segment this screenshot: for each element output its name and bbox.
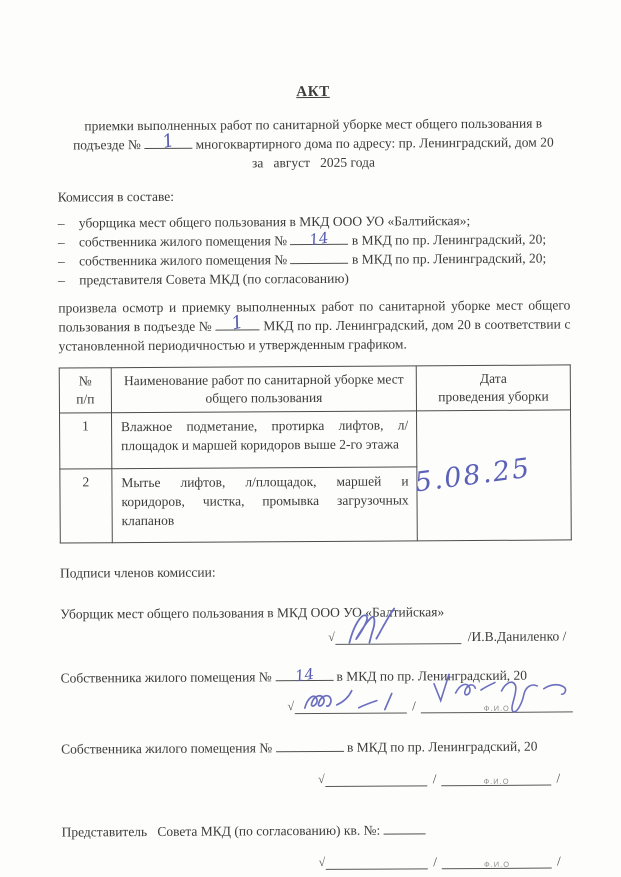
list-dash: –	[57, 215, 65, 231]
list-item	[58, 267, 570, 289]
owner1-signature-row	[61, 697, 573, 715]
document-title: АКТ	[296, 83, 330, 101]
intro-text-after: многоквартирного дома по адресу: пр. Ленинградский, дом 20	[195, 134, 554, 152]
signature-scribble	[299, 679, 399, 720]
signature-line	[295, 698, 407, 714]
cleaner-signature-caption: Уборщик мест общего пользования в МКД ООО УО «Балтийская»	[60, 604, 445, 622]
check-mark: √	[318, 854, 326, 869]
list-dash: –	[57, 234, 65, 250]
signature-name-line	[421, 697, 573, 713]
signature-scribble	[340, 604, 410, 650]
intro-text-before: приемки выполненных работ по санитарной уборке мест общего пользования в подъезде №	[73, 115, 543, 153]
intro-paragraph	[57, 113, 569, 173]
period-line: за август 2025 года	[251, 154, 375, 171]
member-text: собственника жилого помещения № 14 в МКД по пр. Ленинградский, 20;	[78, 228, 547, 250]
slash-separator: /	[411, 698, 416, 714]
entrance-number-handwritten: 1	[160, 129, 176, 153]
slash-separator: /	[433, 854, 438, 870]
commission-members-list	[58, 210, 570, 289]
owner2-signature-caption: Собственника жилого помещения № в МКД по пр. Ленинградский, 20	[61, 738, 538, 757]
apartment-number-blank-sig2	[276, 740, 344, 752]
signature-line	[336, 629, 462, 645]
owner1-signature-caption: Собственника жилого помещения № 14 в МКД по пр. Ленинградский, 20	[60, 664, 528, 686]
apartment-number-blank	[290, 228, 348, 250]
fio-caption: Ф.И.О	[483, 703, 510, 713]
signatures-heading: Подписи членов комиссии:	[59, 564, 216, 581]
list-dash: –	[58, 253, 65, 269]
table-header-row	[59, 365, 570, 413]
check-mark: √	[287, 699, 295, 714]
work-description: Мытье лифтов, л/площадок, маршей и коридоров, чистка, промывка загрузочных клапанов	[112, 467, 418, 543]
work-description: Влажное подметание, протирка лифтов, л/площадок и маршей коридоров выше 2-го этажа	[111, 411, 417, 469]
apartment-number-handwritten-sig1: 14	[293, 664, 315, 686]
owner2-signature-row	[61, 770, 565, 788]
cleaner-printed-name: /И.В.Даниленко /	[467, 628, 567, 645]
col-header-date: Дата проведения уборки	[416, 365, 570, 411]
table-row	[60, 410, 571, 469]
member-text: собственника жилого помещения № в МКД по пр. Ленинградский, 20;	[79, 250, 547, 269]
signature-line	[326, 771, 428, 787]
commission-heading: Комиссия в составе:	[57, 188, 175, 205]
signature-name-line	[442, 854, 552, 870]
list-dash: –	[58, 272, 65, 288]
cleaner-signature-row	[60, 628, 566, 646]
entrance-number-blank-2	[216, 311, 260, 335]
representative-signature-row	[62, 853, 566, 871]
list-item	[58, 248, 570, 270]
apartment-number-blank	[291, 252, 349, 264]
member-text: представителя Совета МКД (по согласованию)	[79, 270, 349, 288]
representative-caption: Представитель Совета МКД (по согласованию) кв. №:	[62, 819, 574, 841]
col-header-num: № п/п	[59, 368, 111, 413]
signature-name-line	[441, 771, 551, 787]
fio-caption: Ф.И.О	[483, 859, 511, 869]
representative-apartment-blank	[384, 822, 426, 834]
entrance-number-handwritten-2: 1	[229, 311, 246, 335]
signature-line	[326, 854, 428, 870]
date-cell	[413, 410, 572, 541]
slash-trailing: /	[556, 770, 561, 786]
check-mark: √	[328, 629, 335, 644]
date-handwritten: 5.08.25	[413, 452, 534, 499]
entrance-number-blank	[144, 129, 192, 153]
apartment-number-handwritten: 14	[308, 228, 331, 250]
row-number: 2	[60, 469, 112, 543]
slash-separator: /	[432, 771, 437, 787]
fio-caption: Ф.И.О	[483, 776, 510, 786]
col-header-work-name: Наименование работ по санитарной уборке мест общего пользования	[111, 366, 417, 413]
member-text: уборщика мест общего пользования в МКД ООО УО «Балтийская»;	[78, 213, 471, 231]
check-mark: √	[318, 771, 325, 786]
inspection-paragraph: произвела осмотр и приемку выполненных работ по санитарной уборке мест общего пользования в подъезде № 1 МКД по пр. Ленинградский, дом 20 в соответствии с установленной периодичностью и утвержденным графиком.	[58, 297, 571, 354]
slash-trailing: /	[556, 853, 561, 869]
row-number: 1	[60, 413, 112, 469]
document-content	[57, 82, 574, 871]
works-table	[59, 364, 572, 543]
